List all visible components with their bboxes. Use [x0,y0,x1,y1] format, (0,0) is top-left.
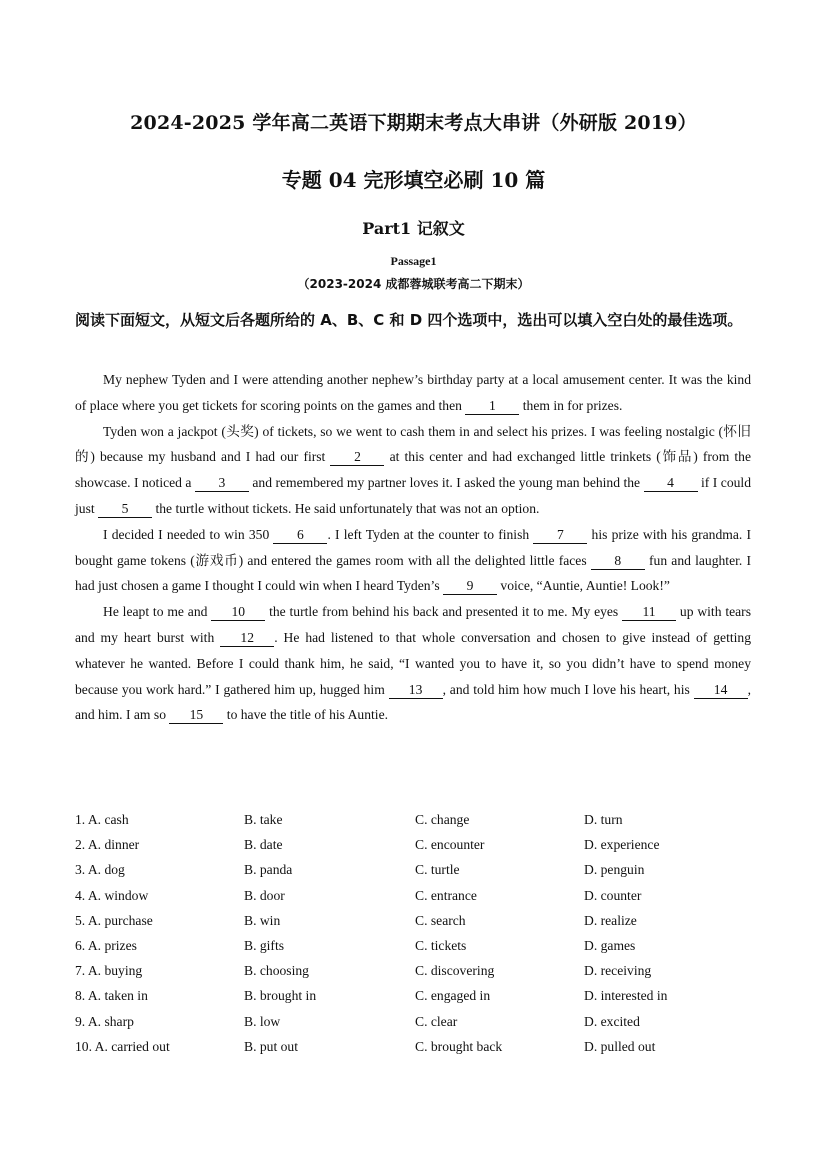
option-a: 8. A. taken in [75,988,148,1004]
option-c: C. entrance [415,887,477,903]
passage-text: if I could just [75,475,751,516]
blank-9: 9 [443,578,497,595]
blank-2: 2 [330,449,384,466]
passage-text: to have the title of his Auntie. [223,707,388,723]
option-b: B. take [244,812,283,827]
question-row [75,1012,755,1037]
passage-text: and remembered my partner loves it. I asked the young man behind the [248,475,644,491]
option-a: 10. A. carried out [75,1038,170,1054]
passage-text: fun and laughter. I had just chosen a game I thought I could win when I heard Tyden’s [75,552,751,594]
option-c: C. discovering [415,963,495,979]
option-a: 1. A. cash [75,812,129,827]
instruction-text: 阅读下面短文，从短文后各题所给的 A、B、C 和 D 四个选项中，选出可以填入空白处的最佳选项。 [75,311,743,329]
option-d: D. excited [584,1013,640,1029]
option-c: C. encounter [415,837,485,853]
blank-10: 10 [211,604,265,621]
passage-paragraph [75,419,751,522]
option-c: C. engaged in [415,988,491,1004]
option-a: 4. A. window [75,887,149,903]
document-subtitle: 专题 04 完形填空必刷 10 篇 [281,168,546,192]
option-d: D. pulled out [584,1038,656,1054]
option-b: B. low [244,1013,281,1029]
passage-text: . I left Tyden at the counter to finish [327,526,534,542]
passage-text: . He had listened to that whole conversation and chosen to give instead of getting whatever he wanted. Before I could thank him, he said, “I wanted you to have it, so you didn’t have to spend money because you work hard.” I gathered him up, hugged him [75,629,752,697]
blank-8: 8 [591,553,645,570]
passage-body [75,367,751,728]
blank-11: 11 [622,604,676,621]
passage-paragraph [75,599,751,728]
option-d: D. penguin [584,862,645,878]
blank-12: 12 [220,630,274,647]
passage-text: the turtle without tickets. He said unfortunately that was not an option. [152,500,540,516]
option-d: D. realize [584,912,637,928]
passage-text: them in for prizes. [519,397,623,413]
passage-text: I decided I needed to win 350 [103,526,274,542]
blank-6: 6 [273,527,327,544]
question-row [75,911,755,936]
blank-7: 7 [533,527,587,544]
option-d: D. turn [584,812,623,827]
option-a: 7. A. buying [75,963,143,979]
option-d: D. games [584,937,636,953]
passage-text: the turtle from behind his back and presented it to me. My eyes [265,604,623,620]
option-a: 9. A. sharp [75,1013,134,1029]
passage-text: He leapt to me and [103,604,212,620]
option-c: C. brought back [415,1038,503,1054]
option-a: 6. A. prizes [75,937,137,953]
option-b: B. win [244,912,281,928]
option-b: B. gifts [244,937,285,953]
blank-4: 4 [644,475,698,492]
option-d: D. interested in [584,988,668,1004]
question-row [75,1037,755,1062]
option-d: D. receiving [584,963,652,979]
blank-13: 13 [389,682,443,699]
option-c: C. turtle [415,862,460,878]
option-b: B. panda [244,862,293,878]
question-options [75,810,755,1062]
part-heading: Part1 记叙文 [362,219,465,238]
option-b: B. door [244,887,285,903]
passage-heading: Passage1 [390,254,437,268]
option-a: 3. A. dog [75,862,125,878]
passage-text: voice, “Auntie, Auntie! Look!” [497,578,670,594]
passage-text: , and told him how much I love his heart, his [442,681,694,697]
passage-text: , and him. I am so [75,681,751,723]
question-row [75,961,755,986]
question-row [75,810,755,835]
option-d: D. experience [584,837,660,853]
option-b: B. put out [244,1038,299,1054]
question-row [75,886,755,911]
option-b: B. brought in [244,988,317,1004]
blank-5: 5 [98,501,152,518]
passage-source: （2023-2024 成都蓉城联考高二下期末） [297,277,530,291]
option-a: 5. A. purchase [75,912,153,928]
passage-text: up with tears and my heart burst with [75,604,751,645]
passage-text: at this center and had exchanged little trinkets (饰品) from the showcase. I noticed a [75,449,752,491]
option-c: C. clear [415,1013,458,1029]
blank-15: 15 [169,707,223,724]
question-row [75,986,755,1011]
blank-3: 3 [195,475,249,492]
passage-paragraph [75,367,751,419]
option-a: 2. A. dinner [75,837,140,853]
option-c: C. change [415,812,470,827]
passage-text: his prize with his grandma. I bought game tokens (游戏币) and entered the games room with all the delighted little faces [75,526,751,568]
option-d: D. counter [584,887,642,903]
document-title: 2024-2025 学年高二英语下期期末考点大串讲（外研版 2019） [130,112,697,134]
option-b: B. choosing [244,963,309,979]
option-c: C. search [415,912,466,928]
passage-paragraph [75,522,751,599]
passage-text: My nephew Tyden and I were attending another nephew’s birthday party at a local amusement center. It was the kind of place where you get tickets for scoring points on the games and then [75,372,751,413]
passage-text: Tyden won a jackpot (头奖) of tickets, so we went to cash them in and select his prizes. I was feeling nostalgic (怀旧的) because my husband and I had our first [75,423,751,465]
question-row [75,835,755,860]
blank-14: 14 [694,682,748,699]
question-row [75,860,755,885]
blank-1: 1 [465,398,519,415]
question-row [75,936,755,961]
option-c: C. tickets [415,937,467,953]
option-b: B. date [244,837,283,853]
